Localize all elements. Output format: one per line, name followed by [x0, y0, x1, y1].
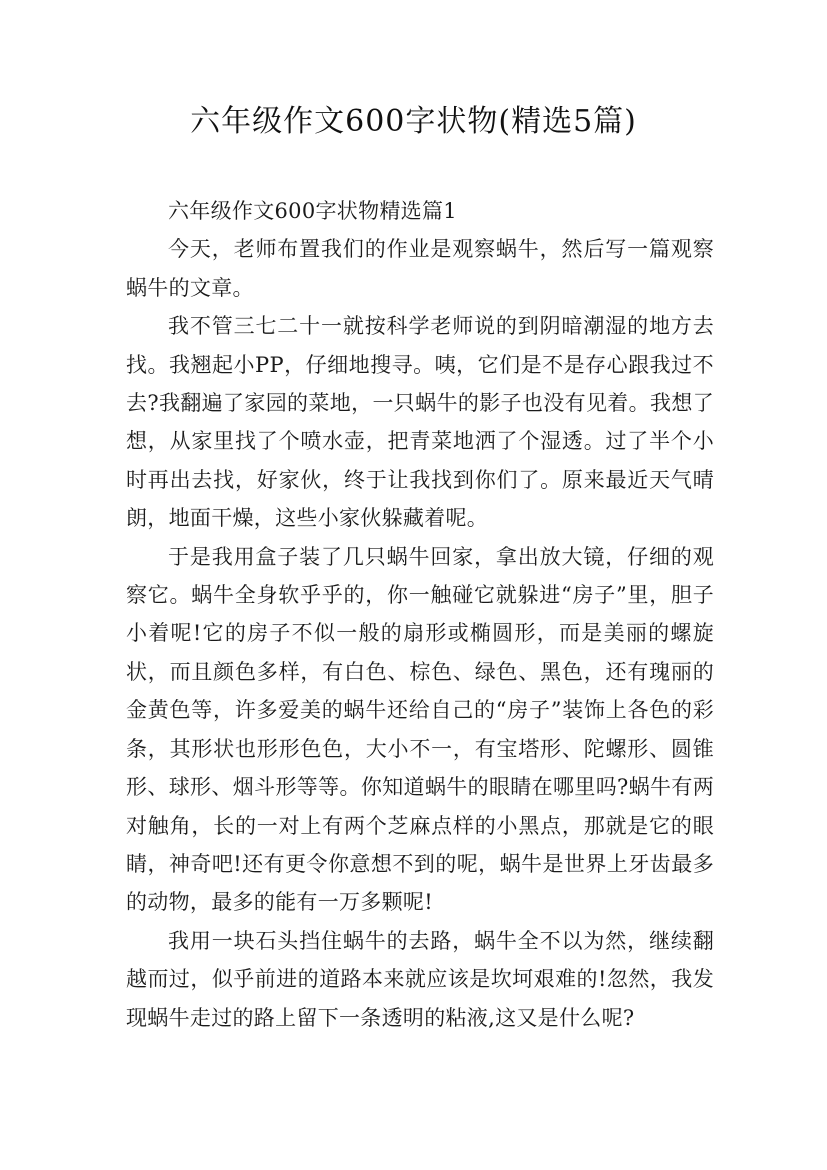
section-heading: 六年级作文600字状物精选篇1 — [168, 199, 457, 223]
document-title: 六年级作文600字状物(精选5篇) — [190, 104, 637, 139]
paragraph-1: 今天，老师布置我们的作业是观察蜗牛，然后写一篇观察蜗牛的文章。 — [126, 237, 714, 300]
paragraph-4: 我用一块石头挡住蜗牛的去路，蜗牛全不以为然，继续翻越而过，似乎前进的道路本来就应该是坎坷艰难的!忽然，我发现蜗牛走过的路上留下一条透明的粘液,这又是什么呢? — [126, 928, 714, 1030]
paragraph-2: 我不管三七二十一就按科学老师说的到阴暗潮湿的地方去找。我翘起小PP，仔细地搜寻。咦，它们是不是存心跟我过不去?我翻遍了家园的菜地，一只蜗牛的影子也没有见着。我想了想，从家里找了个喷水壶，把青菜地洒了个湿透。过了半个小时再出去找，好家伙，终于让我找到你们了。原来最近天气晴朗，地面干燥，这些小家伙躲藏着呢。 — [126, 314, 714, 531]
document-body — [126, 192, 714, 1037]
paragraph-3: 于是我用盒子装了几只蜗牛回家，拿出放大镜，仔细的观察它。蜗牛全身软乎乎的，你一触碰它就躲进“房子”里，胆子小着呢!它的房子不似一般的扇形或椭圆形，而是美丽的螺旋状，而且颜色多样，有白色、棕色、绿色、黑色，还有瑰丽的金黄色等，许多爱美的蜗牛还给自己的“房子”装饰上各色的彩条，其形状也形形色色，大小不一，有宝塔形、陀螺形、圆锥形、球形、烟斗形等等。你知道蜗牛的眼睛在哪里吗?蜗牛有两对触角，长的一对上有两个芝麻点样的小黑点，那就是它的眼睛，神奇吧!还有更令你意想不到的呢，蜗牛是世界上牙齿最多的动物，最多的能有一万多颗呢! — [126, 544, 714, 915]
